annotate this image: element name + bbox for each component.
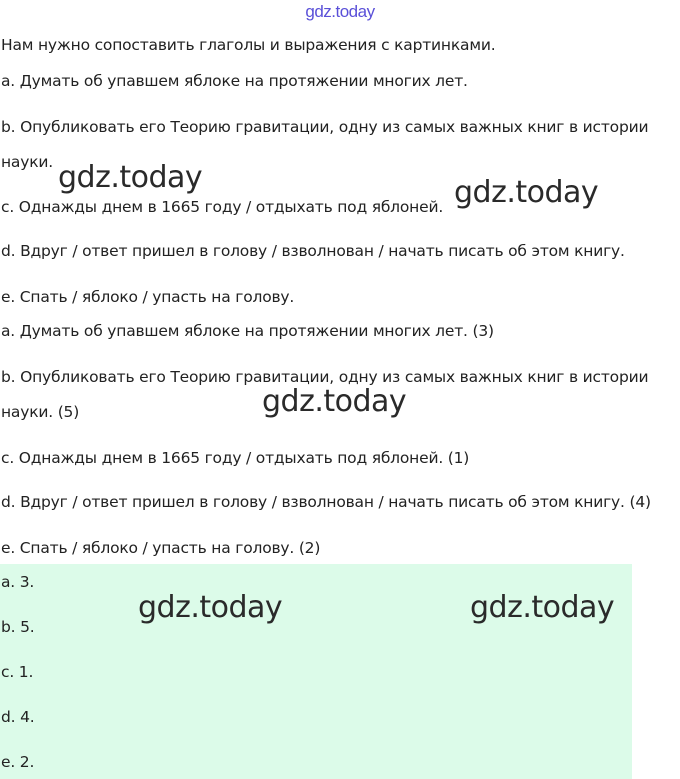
task-d: d. Вдруг / ответ пришел в голову / взволнован / начать писать об этом книгу. bbox=[1, 242, 625, 260]
answer-b: b. 5. bbox=[1, 618, 35, 636]
solution-e: e. Спать / яблоко / упасть на голову. (2) bbox=[1, 539, 321, 557]
solution-b-line2: науки. (5) bbox=[1, 403, 80, 421]
site-logo[interactable]: gdz.today bbox=[305, 2, 375, 21]
watermark: gdz.today bbox=[454, 175, 599, 210]
task-b-line2: науки. bbox=[1, 153, 53, 171]
task-a: a. Думать об упавшем яблоке на протяжении многих лет. bbox=[1, 72, 468, 90]
watermark: gdz.today bbox=[470, 590, 615, 625]
watermark: gdz.today bbox=[138, 590, 283, 625]
solution-c: c. Однажды днем в 1665 году / отдыхать под яблоней. (1) bbox=[1, 449, 470, 467]
watermark: gdz.today bbox=[262, 384, 407, 419]
answer-d: d. 4. bbox=[1, 708, 35, 726]
intro-text: Нам нужно сопоставить глаголы и выражения с картинками. bbox=[1, 36, 496, 54]
answer-e: e. 2. bbox=[1, 753, 35, 771]
solution-d: d. Вдруг / ответ пришел в голову / взволнован / начать писать об этом книгу. (4) bbox=[1, 493, 651, 511]
task-c: c. Однажды днем в 1665 году / отдыхать под яблоней. bbox=[1, 198, 444, 216]
solution-b-line1: b. Опубликовать его Теорию гравитации, одну из самых важных книг в истории bbox=[1, 368, 649, 386]
answer-a: a. 3. bbox=[1, 573, 35, 591]
watermark: gdz.today bbox=[58, 160, 203, 195]
task-e: e. Спать / яблоко / упасть на голову. bbox=[1, 288, 295, 306]
answer-c: c. 1. bbox=[1, 663, 34, 681]
solution-a: a. Думать об упавшем яблоке на протяжении многих лет. (3) bbox=[1, 322, 494, 340]
task-b-line1: b. Опубликовать его Теорию гравитации, одну из самых важных книг в истории bbox=[1, 118, 649, 136]
